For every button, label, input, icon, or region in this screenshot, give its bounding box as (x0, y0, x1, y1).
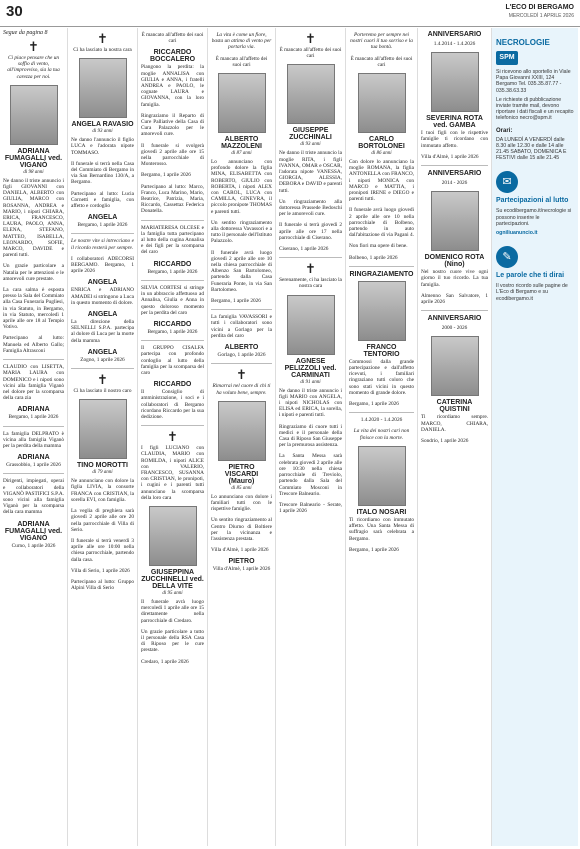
condolence-name: PIETRO (228, 558, 255, 566)
sidebar-info: Su ecodibergamo.it/necrologie si possono inserire le partecipazioni. (496, 208, 572, 227)
divider (421, 310, 488, 311)
condolence-text: CLAUDIO con LISETTA, MARIA LAURA con DOMENICO e i nipoti sono vicini alla famiglia Viganò nel dolore per la scomparsa della cara zia (3, 364, 64, 402)
obituary-text: Ne annunciano con dolore la figlia LIVIA, la consorte FRANCA con CRISTIAN, la sorella EVI, con famiglia. (71, 478, 134, 503)
info-icon: ✉ (496, 171, 518, 193)
condolence-place: Bergamo, 1 aprile 2026 (8, 414, 59, 421)
obituary-place: Villa di Serio, 1 aprile 2026 (71, 567, 130, 574)
obituary-quote: Rimarrai nel cuore di chi ti ha voluto bene, sempre. (212, 383, 271, 396)
anniversary-dates: 2014 - 2026 (441, 180, 468, 187)
deceased-name: TINO MOROTTI (77, 462, 128, 470)
column-7 (418, 28, 492, 846)
condolence-name: ADRIANA FUMAGALLI ved. VIGANÒ (4, 520, 63, 542)
sidebar-link[interactable]: ogniliuanuncio.it (496, 230, 538, 237)
obituary-place: Bergamo, 1 aprile 2026 (349, 546, 399, 553)
deceased-photo (79, 58, 127, 118)
deceased-photo (10, 85, 58, 145)
column-3 (138, 28, 208, 846)
condolence-name: RICCARDO (153, 381, 192, 389)
mourners-list: Partecipano al lutto: Gruppo Alpini Villa di Serio (71, 578, 134, 592)
obituary-text: Un grazie particolare a Natalia per le attenzioni e le amorevoli cure prestate. (3, 263, 64, 282)
condolence-place: Bergamo, 1 aprile 2026 (147, 268, 198, 275)
obituary-text: I figli LUCIANO con CLAUDIA, MARIO con ROMILDA, i nipoti ALICE con VALERIO, FRANCESCO, SUSANNA con CRISTIAN, le pronipoti, i cugini e i parenti tutti annunciano la scomparsa della loro cara (141, 445, 204, 501)
divider (71, 368, 134, 369)
obituary-text: Il funerale si svolgerà giovedì 2 aprile alle ore 15 nella parrocchiale di Monterosso. (141, 142, 204, 168)
deceased-age: di 79 anni (92, 470, 113, 476)
deceased-photo (431, 336, 479, 396)
obituary-place: Bolbeno, 1 aprile 2026 (349, 254, 398, 261)
necrologie-sidebar (492, 28, 578, 846)
condolence-name: ANGELA (87, 348, 118, 356)
condolence-name: ALBERTO (224, 344, 259, 352)
obituary-place: Bergamo, 1 aprile 2026 (211, 298, 261, 305)
deceased-age: di 98 anni (23, 169, 44, 175)
condolence-text: ENRICA e ADRIANO AMADEI si stringono a Luca in questo momento di dolore. (71, 287, 134, 306)
obituary-text: La Santa Messa sarà celebrata giovedì 2 aprile alle ore 10:30 nella chiesa parrocchiale di Treviolo, partendo dalla Sala del Commiato Mosconi in Trescore Balneario. (279, 453, 342, 497)
cross-icon: ✝ (28, 39, 39, 54)
column-5 (276, 28, 346, 846)
deceased-name: DOMENICO ROTA (Nino) (424, 254, 485, 269)
deceased-name: PIETRO VISCARDI (Mauro) (224, 463, 259, 485)
obituary-intro: È mancato all'affetto dei suoi cari (141, 32, 204, 45)
divider (421, 165, 488, 166)
deceased-name: SEVERINA ROTA ved. GAMBA (426, 115, 483, 130)
obituary-intro: Ci ha lasciato il nostro caro (73, 388, 132, 395)
deceased-photo (218, 401, 266, 461)
obituary-text: Lo annunciano con dolore i familiari tutti con le rispettive famiglie. (211, 493, 272, 513)
divider (349, 266, 414, 267)
condolence-place: Zogno, 1 aprile 2026 (80, 356, 125, 363)
divider (3, 359, 64, 360)
cross-icon: ✝ (236, 367, 247, 383)
cross-icon: ✝ (305, 31, 316, 46)
deceased-name: ADRIANA FUMAGALLI ved. VIGANÒ (4, 147, 63, 169)
obituary-text: Lo annunciano con profondo dolore la figlia MINA, ELISABETTA con ROBERTO, GIULIO con ROBERTA, i nipoti ALEX con CAROL, LUCA con CAMILLA, GINEVRA, il piccolo pronipote THOMAS e parenti tutti. (211, 159, 272, 215)
deceased-name: GIUSEPPINA ZUCCHINELLI ved. DELLA VITE (141, 568, 204, 590)
condolence-place: Grassobbio, 1 aprile 2026 (6, 462, 61, 469)
divider (141, 340, 204, 341)
deceased-name: RICCARDO BOCCALERO (149, 49, 196, 64)
obituary-text: Non fiori ma opere di bene. (349, 243, 408, 250)
obituary-text: Un sentito ringraziamento alla dottoressa Vavassori e a tutto il personale dell'Istituto Palazzolo. (211, 219, 272, 245)
section-title: ANNIVERSARIO (427, 315, 482, 323)
obituary-place: Ciserano, 1 aprile 2026 (279, 246, 329, 253)
cross-icon: ✝ (97, 372, 108, 388)
deceased-name: ALBERTO MAZZOLENI (221, 136, 262, 151)
condolence-name: RICCARDO (153, 320, 192, 328)
divider (349, 412, 414, 413)
condolence-text: La famiglia VAVASSORI e tutti i collaboratori sono vicini a Gorlago per la perdita del caro (211, 314, 272, 339)
condolence-text: SILVIA CORTESI si stringe in un abbraccio affettuoso ad Annalisa, Giulia e Anna in questo doloroso momento per la perdita del caro (141, 284, 204, 316)
obituary-text: Piangono la perdita: la moglie ANNALISA con GIULIA e ANNA, i fratelli ANDREA e PAOLO, le cognate LAURA e GIOVANNA, con la loro famiglia. (141, 64, 204, 108)
deceased-age: di 93 anni (300, 142, 321, 148)
cross-icon: ✝ (305, 261, 316, 277)
condolence-name: ANGELA (87, 214, 118, 222)
obituary-place: Sondrio, 1 aprile 2026 (421, 438, 469, 445)
deceased-photo (218, 73, 266, 133)
deceased-name: FRANCO TENTORIO (363, 343, 400, 358)
divider (3, 426, 64, 427)
deceased-photo (358, 281, 406, 341)
condolence-text: Il GRUPPO CISALFA partecipa con profondo cordoglio al lutto della famiglia per la scomparsa del caro (141, 345, 204, 376)
mourners-list: Partecipano al lutto: Lucia Cornetti e famiglia, con affetto e cordoglio (71, 190, 134, 210)
obituary-text: Ti ricordiamo sempre. MARCO, CHIARA, DANIELA. (421, 414, 488, 433)
sidebar-title: NECROLOGIE (496, 38, 550, 47)
divider (211, 363, 272, 364)
deceased-photo (149, 506, 197, 566)
column-1 (0, 28, 68, 846)
obituary-place: Bergamo, 1 aprile 2026 (349, 401, 399, 408)
obituary-text: Ringraziamo il Reparto di Cure Palliative della Casa di Cura Palazzolo per le amorevoli cure. (141, 112, 204, 138)
obituary-text: I tuoi figli con le rispettive famiglie ti ricordano con immutato affetto. (421, 130, 488, 149)
obituary-quote: Ci piace pensare che un soffio di vento, all'improvviso, sia la tua carezza per noi. (7, 55, 60, 80)
edit-icon: ✎ (496, 246, 518, 268)
deceased-photo (287, 64, 335, 124)
obituary-place: Villa d'Almè, 1 aprile 2026 (421, 153, 479, 160)
obituary-text: Il funerale si terrà venerdì 3 aprile alle ore 10:00 nella chiesa parrocchiale, partendo dalla casa. (71, 537, 134, 563)
obituary-text: Nel nostro cuore vive ogni giorno il tuo ricordo. La tua famiglia. (421, 269, 488, 288)
obituary-text: Il funerale avrà luogo mercoledì 1 aprile alle ore 15 direttamente nella parrocchiale di Credaro. (141, 598, 204, 624)
deceased-age: di 91 anni (300, 379, 321, 385)
condolence-place: Bergamo, 1 aprile 2026 (147, 328, 198, 335)
deceased-photo (358, 446, 406, 506)
obituary-text: Il funerale avrà luogo giovedì 2 aprile alle ore 10 nella chiesa parrocchiale di Albenzo San Bartolomeo, partendo dalla Casa Funeraria Ponte, in via San Bartolomeo. (211, 249, 272, 293)
condolence-text: Il Consiglio di amministrazione, i soci e i collaboratori di Bergamo ricordano Riccardo per la sua dedizione. (141, 389, 204, 420)
sidebar-subtitle: Orari: (496, 127, 513, 134)
obituary-intro: Ci ha lasciato la nostra cara (73, 47, 132, 53)
obituary-text: Ne danno il triste annuncio i figli GIOVANNI con DANIELA, ALBERTO con GIULIA, MARCO con ROSANNA, ANDREA e MARIO, i nipoti CHIARA, ERICA, FRANCESCO, LAURA, PAOLO, ANNA, ELENA, STEFANO, MATTEO, ISABELLA, LEONARDO, SOFIE, MARCO, DAVIDE e parenti tutti. (3, 177, 64, 259)
obituary-text: Ne danno il triste annuncio la moglie RITA, i figli IVANNA, OMAR e OSCAR, l'adorata nipote VANESSA, GIORGIA, ALESSIA, DEBORA e DAVID e parenti tutti. (279, 150, 342, 194)
obituary-intro: È mancato all'affetto dei suoi cari (279, 47, 342, 60)
column-4 (208, 28, 276, 846)
obituary-intro: Serenamente, ci ha lasciato la nostra cara (279, 277, 342, 290)
deceased-age: di 93 anni (92, 129, 113, 135)
obituary-place: Almenno San Salvatore, 1 aprile 2026 (421, 292, 488, 306)
deceased-photo (431, 52, 479, 112)
deceased-age: di 87 anni (231, 151, 252, 157)
cross-icon: ✝ (97, 31, 108, 46)
deceased-name: CARLO BORTOLONEI (358, 136, 405, 151)
divider (141, 425, 204, 426)
condolence-text: I collaboratori ADECORSI BERGAMO. Bergamo, 1 aprile 2026 (71, 255, 134, 275)
condolence-name: ADRIANA (17, 406, 50, 414)
condolence-name: ANGELA (87, 279, 118, 287)
deceased-name: GIUSEPPE ZUCCHINALI (289, 127, 332, 142)
deceased-photo (431, 191, 479, 251)
sidebar-subtitle: Partecipazioni al lutto (496, 197, 569, 205)
page-header (0, 0, 580, 27)
deceased-name: CATERINA QUISTINI (436, 399, 473, 414)
condolence-text: La direzione della SELNELLI S.P.A. partecipa al dolore di Luca per la morte della mamma (71, 319, 134, 344)
deceased-name: ANGELA RAVASIO (71, 121, 134, 129)
obituary-text: Il funerale si terrà giovedì 2 aprile alle ore 17 nella parrocchiale di Ciserano. (279, 222, 342, 241)
spm-logo: SPM (496, 51, 518, 65)
deceased-photo (358, 73, 406, 133)
obituary-intro: È mancato all'affetto dei suoi cari (215, 55, 268, 68)
sidebar-info: Il vostro ricordo sulle pagine de L'Eco di Bergamo e su ecodibergamo.it (496, 283, 568, 302)
column-2 (68, 28, 138, 846)
deceased-age: di 85 anni (231, 485, 252, 491)
sidebar-info: Si ricevono allo sportello in Viale Papa Giovanni XXIII, 124 Bergamo Tel. 035.35.87.77 - 035.38.63.33 (496, 69, 571, 94)
anniversary-dates: 2000 - 2026 (441, 325, 468, 332)
obituary-quote: La vita è come un fiore, basta un attimo di vento per portarla via. (211, 32, 272, 51)
condolence-text: Dirigenti, impiegati, operai e collaboratori della VIGANÒ PASTIFICI S.P.A. sono vicini alla famiglia Viganò per la scomparsa della cara mamma (3, 478, 64, 516)
obituary-text: Ne danno l'annuncio il figlio LUCA e l'adorata nipote TOMMASO. (71, 137, 134, 156)
divider (211, 309, 272, 310)
obituary-text: Un grazie particolare a tutto il personale della RSA Casa di Riposo per le cure prestate. (141, 628, 204, 654)
deceased-photo (79, 399, 127, 459)
obituary-text: Un ringraziamento alla dottoressa Prassede Bedoschi per le amorevoli cure. (279, 198, 342, 218)
obituary-text: Il funerale avrà luogo giovedì 2 aprile alle ore 10 nella parrocchiale di Bolbeno, partendo in auto dall'abitazione di via Pagani 4. (349, 207, 414, 239)
deceased-name: AGNESE PELIZZOLI ved. CARMINATI (284, 357, 337, 379)
divider (141, 280, 204, 281)
sidebar-hours: DA LUNEDÌ A VENERDÌ dalle 8.30 alle 12.30 e dalle 14 alle 21.45 SABATO, DOMENICA E FESTIVI dalle 15 alle 21.45 (496, 136, 567, 162)
deceased-name: ITALO NOSARI (356, 508, 407, 516)
obituary-quote: La vita dei nostri cari non finisce con la morte. (353, 428, 410, 441)
mourners-list: Partecipano al lutto: Marco, Franco, Luca Marino, Mario, Beatrice, Patrizia, Maria, Riccardo, Cassettaz Federica Donatella. (141, 183, 204, 215)
obituary-text: La cara salma è esposta presso la Sala del Commiato alla Casa Funeraria Pugliesi, in via Statuto, in Bergamo, in via Statuto, mercoledì 1 aprile alle ore 18 al Tempio Votivo. (3, 287, 64, 331)
deceased-age: di 95 anni (162, 590, 183, 596)
issue-date: MERCOLEDÌ 1 APRILE 2026 (508, 13, 574, 19)
condolence-place: Villa d'Almè, 1 aprile 2026 (212, 566, 271, 573)
divider (3, 473, 64, 474)
divider (141, 220, 204, 221)
sidebar-subtitle: Le parole che ti dirai (496, 272, 565, 280)
condolence-name: ANGELA (87, 311, 118, 319)
cross-icon: ✝ (167, 429, 178, 445)
obituary-place: Villa d'Almè, 1 aprile 2026 (211, 547, 269, 554)
anniversary-dates: 1.4.2014 - 1.4.2026 (433, 41, 476, 47)
section-title: ANNIVERSARIO (427, 170, 482, 178)
condolence-name: RICCARDO (153, 260, 192, 268)
divider (71, 233, 134, 234)
poem-text: Le nostre vite si intrecciano e il ricordo resterà per sempre. (71, 238, 134, 251)
condolence-place: Curno, 1 aprile 2026 (11, 542, 56, 549)
obituary-text: La veglia di preghiera sarà giovedì 2 aprile alle ore 20 nella parrocchiale di Villa di Serio. (71, 508, 134, 533)
mourners-list: Partecipano al lutto: Manuela ed Alberto Gallo; Famiglia Altrasconi (3, 335, 64, 354)
condolence-name: ADRIANA (17, 454, 50, 462)
sidebar-info: Le richieste di pubblicazione inviate tramite mail, devono riportare i dati fiscali e un recapito telefonico necro@spm.it (496, 96, 574, 122)
section-title: ANNIVERSARIO (427, 31, 482, 38)
obituary-place: Bergamo, 1 aprile 2026 (141, 172, 191, 179)
deceased-age: di 86 anni (371, 151, 392, 157)
masthead (505, 4, 574, 20)
section-title: RINGRAZIAMENTO (349, 270, 414, 278)
obituary-text: Ne danno il triste annuncio i figli MARIO con ANGELA, i nipoti NICHOLAS con ELISA ed ERICA, la sorella, i nipoti e parenti tutti. (279, 387, 342, 419)
column-6 (346, 28, 418, 846)
obituary-place: Trescore Balneario - Serate, 1 aprile 2026 (279, 501, 342, 515)
anniversary-dates: 1.4.2020 - 1.4.2026 (360, 417, 403, 424)
obituary-text: Con dolore lo annunciano la moglie ROMANA, la figlia ANTONELLA con FRANCO, i nipoti MONICA con MARCO e MATTIA, i pronipoti IRENE e DIEGO e parenti tutti. (349, 159, 414, 203)
condolence-text: La famiglia DELPRATO è vicina alla famiglia Viganò per la perdita della mamma (3, 430, 64, 449)
obituary-intro: È mancato all'affetto dei suoi cari (350, 55, 413, 68)
obituary-place: Credaro, 1 aprile 2026 (141, 658, 189, 665)
page-number: 30 (6, 3, 23, 20)
obituary-text: Commossi dalla grande partecipazione e dall'affetto ricevuti, i familiari ringraziano tutti coloro che sono stati vicini in questo momento di grande dolore. (349, 358, 414, 396)
divider (279, 257, 342, 258)
obituary-quote: Porteremo per sempre nei nostri cuori il tuo sorriso e la tua bontà. (350, 32, 413, 51)
obituary-text: Il funerale si terrà nella Casa del Commiato di Bergamo in via San Bernardino 130/A, a Bergamo. (71, 160, 134, 186)
condolence-place: Bergamo, 1 aprile 2026 (77, 222, 128, 229)
continued-label: Segue da pagina 8 (3, 30, 48, 36)
condolence-place: Gorlago, 1 aprile 2026 (217, 352, 266, 359)
obituary-text: Un sentito ringraziamento al Centro Diurno di Boltiere per la vicinanza e l'assistenza prestata. (211, 517, 272, 542)
deceased-photo (287, 295, 335, 355)
condolence-text: MARIATERESA OLCESE e la famiglia tutta partecipano al lutto della cugina Annalisa e dei figli per la scomparsa del caro (141, 224, 204, 256)
obituary-text: Ti ricordiamo con immutato affetto. Una Santa Messa di suffragio sarà celebrata a Bergamo. (349, 516, 414, 542)
obituary-text: Ringraziamo di cuore tutti i medici e il personale della Casa di Riposo San Giuseppe per la premurosa assistenza. (279, 423, 342, 449)
newspaper-name: L'ECO DI BERGAMO (505, 4, 574, 11)
